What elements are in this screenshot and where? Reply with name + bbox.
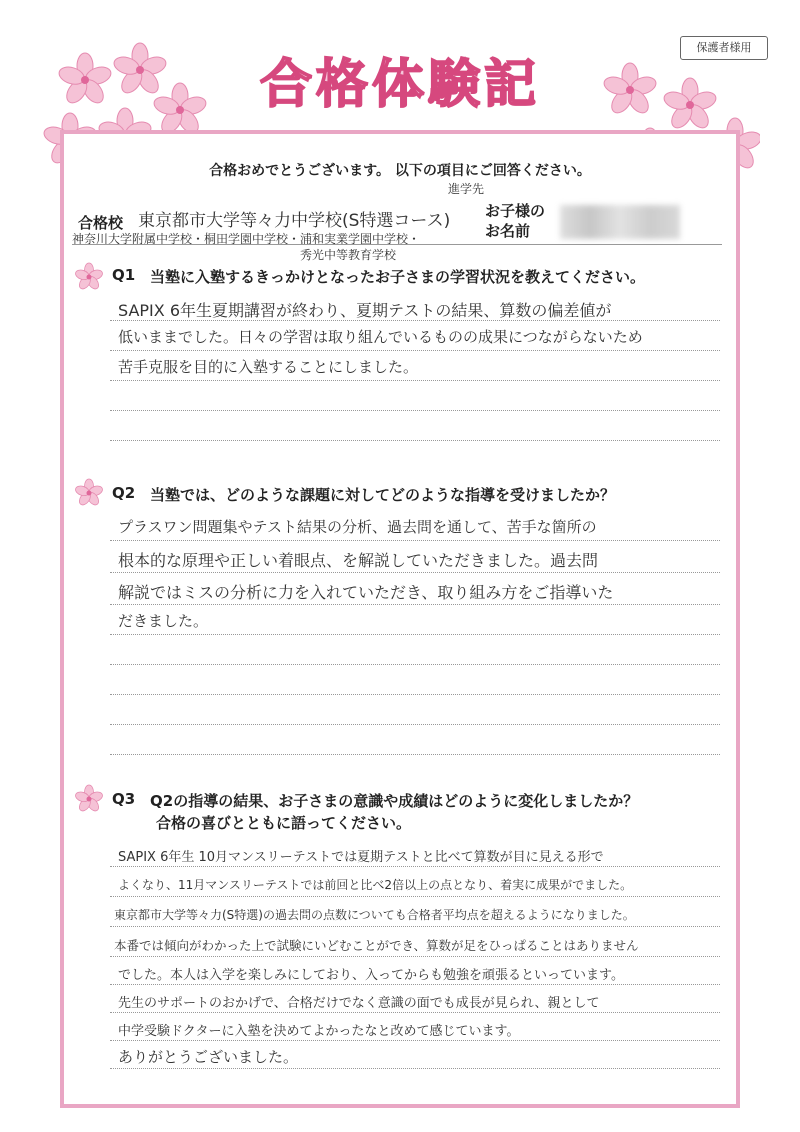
q2-rule-3 (110, 604, 720, 605)
q3-answer-line-1: SAPIX 6年生 10月マンスリーテストでは夏期テストと比べて算数が目に見える形で (118, 850, 604, 865)
q1-number: Q1 (112, 266, 136, 284)
q1-rule-4 (110, 410, 720, 411)
q3-rule-8 (110, 1068, 720, 1069)
child-name-label-1: お子様の (485, 202, 546, 220)
q1-rule-2 (110, 350, 720, 351)
q2-number: Q2 (112, 484, 136, 502)
child-name-underline (482, 244, 722, 245)
school-label: 合格校 (78, 214, 124, 232)
q3-rule-1 (110, 866, 720, 867)
q3-question-line-2: 合格の喜びとともに語ってください。 (156, 814, 412, 832)
q1-answer-line-2: 低いままでした。日々の学習は取り組んでいるものの成果につながらないため (118, 328, 643, 346)
q3-answer-line-6: 先生のサポートのおかげで、合格だけでなく意識の面でも成長が見られ、親として (118, 996, 600, 1011)
q1-rule-3 (110, 380, 720, 381)
q2-rule-7 (110, 724, 720, 725)
q1-answer-line-3: 苦手克服を目的に入塾することにしました。 (118, 358, 419, 376)
q3-rule-7 (110, 1040, 720, 1041)
q2-flower-icon (74, 478, 104, 508)
q2-rule-5 (110, 664, 720, 665)
q1-question: 当塾に入塾するきっかけとなったお子さまの学習状況を教えてください。 (150, 268, 646, 286)
q1-flower-icon (74, 262, 104, 292)
page-title: 合格体験記 (259, 55, 540, 115)
q1-rule-5 (110, 440, 720, 441)
intro-text: 合格おめでとうございます。 以下の項目にご回答ください。 (209, 163, 591, 179)
q2-rule-1 (110, 540, 720, 541)
q3-rule-6 (110, 1012, 720, 1013)
q3-rule-4 (110, 956, 720, 957)
other-schools-2: 秀光中等教育学校 (300, 248, 397, 262)
q3-answer-line-5: でした。本人は入学を楽しみにしており、入ってからも勉強を頑張るといっています。 (118, 968, 624, 983)
school-note: 進学先 (448, 182, 485, 196)
q1-rule-1 (110, 320, 720, 321)
q2-answer-line-1: プラスワン問題集やテスト結果の分析、過去問を通して、苦手な箇所の (118, 518, 597, 536)
q2-answer-line-4: だきました。 (118, 612, 209, 630)
q3-answer-line-7: 中学受験ドクターに入塾を決めてよかったなと改めて感じています。 (118, 1024, 520, 1039)
q3-answer-line-4: 本番では傾向がわかった上で試験にいどむことができ、算数が足をひっぱることはありません (114, 938, 639, 953)
q2-rule-6 (110, 694, 720, 695)
main-school: 東京都市大学等々力中学校(S特選コース) (138, 211, 451, 231)
audience-badge: 保護者様用 (680, 36, 768, 60)
school-underline (72, 244, 482, 245)
q3-answer-line-3: 東京都市大学等々力(S特選)の過去問の点数についても合格者平均点を超えるようになりました。 (114, 908, 635, 922)
q3-rule-5 (110, 984, 720, 985)
child-name-label-2: お名前 (485, 222, 531, 240)
q1-answer-line-1: SAPIX 6年生夏期講習が終わり、夏期テストの結果、算数の偏差値が (118, 301, 612, 320)
q3-rule-2 (110, 896, 720, 897)
q2-rule-2 (110, 572, 720, 573)
other-schools: 神奈川大学附属中学校・桐田学園中学校・浦和実業学園中学校・ (72, 232, 421, 246)
q2-rule-8 (110, 754, 720, 755)
q2-answer-line-2: 根本的な原理や正しい着眼点、を解説していただきました。過去問 (118, 551, 599, 570)
q3-answer-line-8: ありがとうございました。 (118, 1048, 299, 1066)
q2-answer-line-3: 解説ではミスの分析に力を入れていただき、取り組み方をご指導いた (118, 583, 614, 602)
q3-answer-line-2: よくなり、11月マンスリーテストでは前回と比べ2倍以上の点となり、着実に成果がでました。 (118, 878, 633, 892)
child-name-redacted (560, 205, 680, 239)
q3-flower-icon (74, 784, 104, 814)
q2-rule-4 (110, 634, 720, 635)
q3-number: Q3 (112, 790, 136, 808)
q3-rule-3 (110, 926, 720, 927)
q2-question: 当塾では、どのような課題に対してどのような指導を受けましたか？ (150, 486, 616, 504)
q3-question-line-1: Q2の指導の結果、お子さまの意識や成績はどのように変化しましたか？ (150, 792, 639, 810)
